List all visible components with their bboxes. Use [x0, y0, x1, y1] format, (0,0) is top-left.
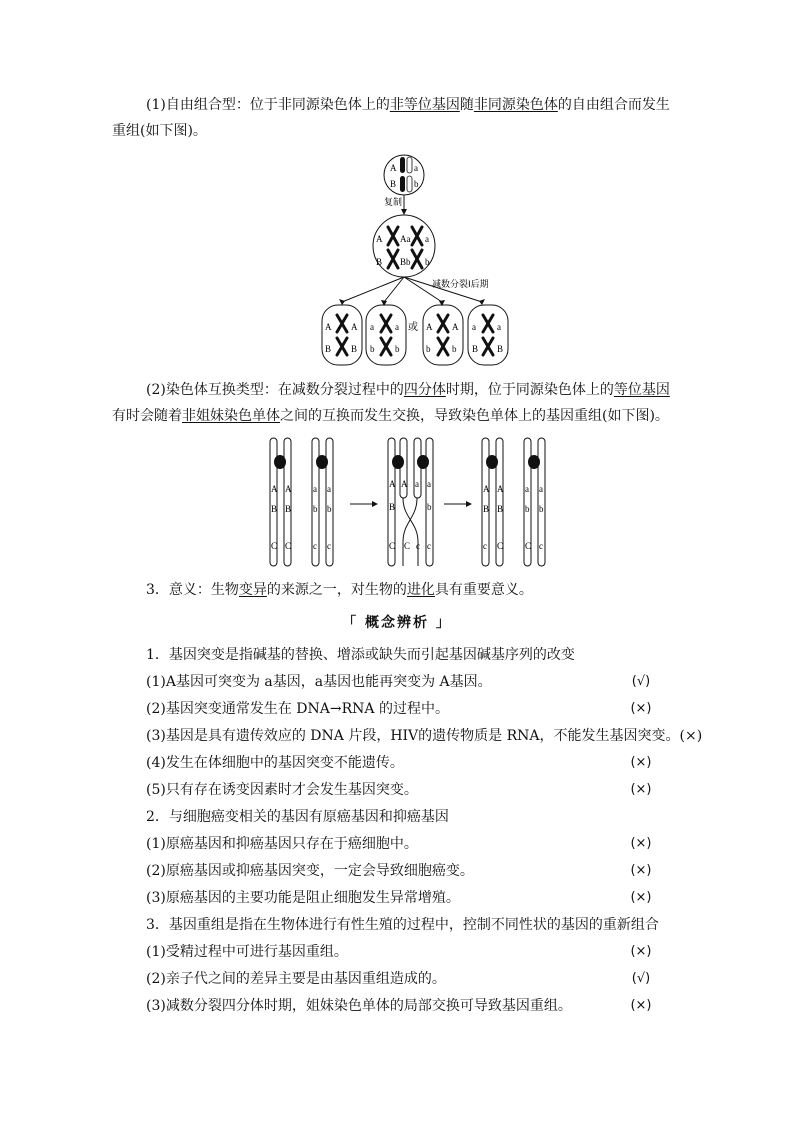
- centromeres: [392, 455, 429, 469]
- item-mark: (×): [630, 782, 652, 797]
- list-item: [146, 858, 682, 884]
- svg-text:A: A: [497, 484, 504, 494]
- gene-label: b: [370, 344, 375, 354]
- chromosome: [400, 176, 405, 192]
- text-run: 的来源之一，对生物的: [266, 582, 407, 598]
- svg-text:a: a: [327, 484, 331, 494]
- list-item: [146, 912, 682, 938]
- item-text: (5)只有存在诱变因素时才会发生基因突变。: [146, 782, 418, 798]
- gene-label: b: [452, 344, 457, 354]
- list-item: [146, 939, 682, 965]
- gene-label: Aa: [400, 234, 411, 244]
- centromeres: [274, 455, 328, 469]
- item-text: 3．基因重组是指在生物体进行有性生殖的过程中，控制不同性状的基因的重新组合: [146, 917, 659, 933]
- phase-label: 减数分裂Ⅰ后期: [432, 279, 489, 289]
- svg-text:a: a: [415, 479, 419, 489]
- chromosome: [407, 157, 412, 173]
- svg-text:A: A: [271, 484, 278, 494]
- gene-labels-before: [271, 484, 332, 551]
- item-mark: (×): [630, 755, 652, 770]
- item-mark: (×): [630, 701, 652, 716]
- item-text: (3)减数分裂四分体时期，姐妹染色单体的局部交换可导致基因重组。: [146, 998, 572, 1014]
- list-item: [146, 750, 682, 776]
- text-run: (1)自由组合型：位于非同源染色体上的: [146, 97, 390, 113]
- svg-text:a: a: [427, 479, 431, 489]
- list-item: [146, 885, 682, 911]
- gene-label: B: [351, 344, 358, 354]
- list-item: [146, 642, 682, 668]
- item-mark: (×): [630, 836, 652, 851]
- list-item: [146, 804, 682, 830]
- daughter-cell-ab: [366, 305, 406, 365]
- item-text: 2．与细胞癌变相关的基因有原癌基因和抑癌基因: [146, 809, 449, 825]
- underlined-term: 变异: [238, 582, 267, 598]
- centromeres: [486, 455, 540, 469]
- item-text: 1．基因突变是指碱基的替换、增添或缺失而引起基因碱基序列的改变: [146, 647, 575, 663]
- gene-label: B: [376, 257, 383, 267]
- gene-label: A: [426, 322, 433, 332]
- svg-text:C: C: [497, 541, 504, 551]
- gene-label: A: [376, 234, 383, 244]
- gene-label: b: [425, 257, 430, 267]
- gene-label: a: [414, 163, 418, 173]
- svg-text:C: C: [285, 541, 292, 551]
- list-item: [146, 966, 682, 992]
- svg-text:c: c: [416, 541, 420, 551]
- gene-label: B: [325, 344, 332, 354]
- gene-label: B: [497, 344, 504, 354]
- text-run: 有时会随着: [112, 408, 182, 424]
- figure-crossing-over: [262, 432, 562, 572]
- item-text: (3)原癌基因的主要功能是阻止细胞发生异常增殖。: [146, 890, 460, 906]
- svg-text:A: A: [285, 484, 292, 494]
- svg-text:c: c: [539, 541, 543, 551]
- list-item: [146, 993, 682, 1019]
- underlined-term: 进化: [406, 582, 435, 598]
- svg-text:B: B: [389, 502, 396, 512]
- paragraph-independent-assortment: [112, 92, 682, 144]
- list-item: [146, 777, 682, 803]
- chromosome: [400, 157, 405, 173]
- svg-text:C: C: [525, 541, 532, 551]
- svg-text:c: c: [483, 541, 487, 551]
- item-mark: (×): [630, 998, 652, 1013]
- svg-text:b: b: [313, 504, 318, 514]
- daughter-cell-aB: [468, 305, 508, 365]
- item-mark: (√): [631, 674, 651, 689]
- daughter-cell-AB: [322, 305, 362, 365]
- item-text: (4)发生在体细胞中的基因突变不能遗传。: [146, 755, 404, 771]
- figure-independent-assortment: [310, 150, 520, 372]
- svg-text:C: C: [389, 541, 396, 551]
- gene-label: Bb: [400, 257, 411, 267]
- item-text: (1)A基因可突变为 a基因，a基因也能再突变为 A基因。: [146, 674, 492, 690]
- svg-text:A: A: [483, 484, 490, 494]
- underlined-term: 非等位基因: [389, 97, 460, 113]
- svg-text:A: A: [401, 479, 408, 489]
- text-run: 之间的互换而发生交换，导致染色单体上的基因重组(如下图)。: [280, 408, 669, 424]
- svg-text:b: b: [427, 502, 432, 512]
- gene-label: B: [472, 344, 479, 354]
- paragraph-crossing-over: [112, 377, 682, 429]
- gene-label: a: [370, 322, 374, 332]
- gene-label: a: [497, 322, 501, 332]
- chromosome: [407, 176, 412, 192]
- underlined-term: 四分体: [403, 382, 446, 398]
- arrowhead: [372, 501, 378, 507]
- item-mark: (√): [631, 971, 651, 986]
- svg-text:B: B: [271, 504, 278, 514]
- svg-text:a: a: [525, 484, 529, 494]
- item-text: (3)基因是具有遗传效应的 DNA 片段，HIV的遗传物质是 RNA，不能发生基因突变。(×): [146, 728, 703, 744]
- list-item: [146, 831, 682, 857]
- svg-text:c: c: [313, 541, 317, 551]
- arrowhead: [401, 209, 407, 215]
- gene-label: a: [395, 322, 399, 332]
- svg-text:b: b: [525, 504, 530, 514]
- arrowheads: [339, 299, 485, 306]
- svg-text:C: C: [271, 541, 278, 551]
- svg-text:b: b: [327, 504, 332, 514]
- gene-label: A: [325, 322, 332, 332]
- daughter-cell-Ab: [423, 305, 463, 365]
- item-mark: (×): [630, 944, 652, 959]
- text-run: 3．意义：生物: [146, 582, 239, 598]
- svg-text:B: B: [285, 504, 292, 514]
- item-text: (1)受精过程中可进行基因重组。: [146, 944, 348, 960]
- underlined-term: 非姐妹染色单体: [182, 408, 280, 424]
- svg-text:a: a: [539, 484, 543, 494]
- item-text: (2)基因突变通常发生在 DNA→RNA 的过程中。: [146, 701, 449, 717]
- or-label: 或: [408, 322, 418, 333]
- item-mark: (×): [630, 863, 652, 878]
- gene-label: B: [390, 179, 397, 189]
- gene-label: A: [452, 322, 459, 332]
- item-text: (2)亲子代之间的差异主要是由基因重组造成的。: [146, 971, 446, 987]
- underlined-term: 等位基因: [613, 382, 670, 398]
- text-run: 的自由组合而发生重组(如下图)。: [112, 97, 670, 139]
- svg-text:c: c: [327, 541, 331, 551]
- gene-label: a: [472, 322, 476, 332]
- list-item: [146, 696, 682, 722]
- replicated-cell: [373, 215, 435, 277]
- gene-label: b: [414, 179, 419, 189]
- svg-text:c: c: [427, 541, 431, 551]
- list-item: [146, 669, 682, 695]
- text-run: 时期，位于同源染色体上的: [445, 382, 614, 398]
- list-item: [146, 723, 703, 749]
- gene-label: A: [390, 163, 397, 173]
- gene-label: A: [351, 322, 358, 332]
- svg-text:B: B: [483, 504, 490, 514]
- gene-label: b: [395, 344, 400, 354]
- item-text: (1)原癌基因和抑癌基因只存在于癌细胞中。: [146, 836, 418, 852]
- gene-label: a: [425, 234, 429, 244]
- section-title: 「 概念辨析 」: [342, 615, 452, 631]
- svg-text:a: a: [313, 484, 317, 494]
- svg-text:B: B: [497, 504, 504, 514]
- svg-text:A: A: [389, 479, 396, 489]
- gene-labels-after: [483, 484, 544, 551]
- text-run: 随: [459, 97, 474, 113]
- copy-label: 复制: [384, 197, 403, 207]
- text-run: 具有重要意义。: [434, 582, 533, 598]
- item-text: (2)原癌基因或抑癌基因突变，一定会导致细胞癌变。: [146, 863, 474, 879]
- svg-text:C: C: [404, 541, 411, 551]
- gene-label: b: [426, 344, 431, 354]
- svg-text:b: b: [539, 504, 544, 514]
- underlined-term: 非同源染色体: [473, 97, 558, 113]
- paragraph-significance: [112, 577, 682, 603]
- text-run: (2)染色体互换类型：在减数分裂过程中的: [146, 382, 404, 398]
- arrowhead: [466, 501, 472, 507]
- item-mark: (×): [630, 890, 652, 905]
